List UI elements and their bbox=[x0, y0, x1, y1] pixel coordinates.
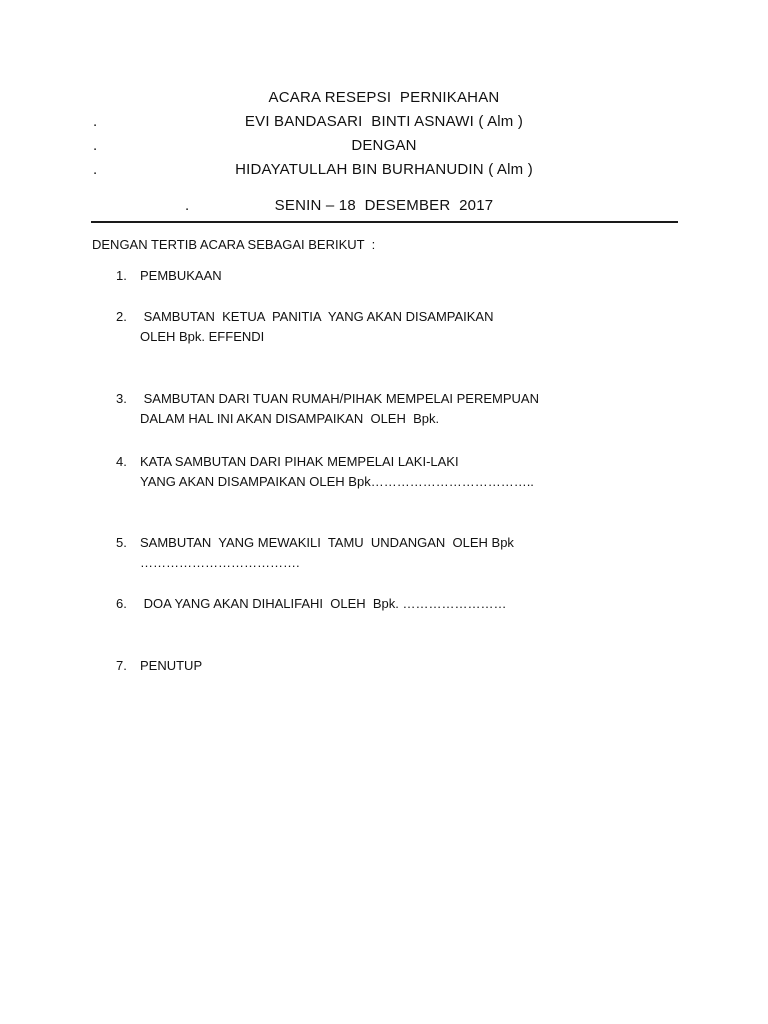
item-line: DALAM HAL INI AKAN DISAMPAIKAN OLEH Bpk. bbox=[140, 411, 440, 426]
item-line: PENUTUP bbox=[140, 658, 203, 673]
bullet-dot: . bbox=[93, 161, 98, 178]
item-number: 7. bbox=[116, 658, 127, 673]
item-number: 2. bbox=[116, 309, 127, 324]
event-title: ACARA RESEPSI PERNIKAHAN bbox=[268, 89, 500, 106]
item-number: 5. bbox=[116, 535, 127, 550]
item-number: 4. bbox=[116, 454, 127, 469]
item-line: SAMBUTAN YANG MEWAKILI TAMU UNDANGAN OLEH Bpk bbox=[140, 535, 514, 550]
item-line: YANG AKAN DISAMPAIKAN OLEH Bpk……………………………….. bbox=[140, 474, 534, 489]
item-number: 6. bbox=[116, 596, 127, 611]
item-number: 3. bbox=[116, 391, 127, 406]
event-date: SENIN – 18 DESEMBER 2017 bbox=[274, 197, 494, 214]
groom-name: HIDAYATULLAH BIN BURHANUDIN ( Alm ) bbox=[235, 161, 533, 178]
item-line: SAMBUTAN KETUA PANITIA YANG AKAN DISAMPAIKAN bbox=[140, 309, 494, 324]
bullet-dot: . bbox=[185, 197, 190, 214]
item-line: KATA SAMBUTAN DARI PIHAK MEMPELAI LAKI-LAKI bbox=[140, 454, 459, 469]
item-line: SAMBUTAN DARI TUAN RUMAH/PIHAK MEMPELAI PEREMPUAN bbox=[140, 391, 539, 406]
item-line: PEMBUKAAN bbox=[140, 268, 222, 283]
item-line: ………………………………. bbox=[140, 555, 300, 570]
header-divider bbox=[91, 221, 678, 223]
item-line: DOA YANG AKAN DIHALIFAHI OLEH Bpk. …………………… bbox=[140, 596, 507, 611]
bullet-dot: . bbox=[93, 113, 98, 130]
bullet-dot: . bbox=[93, 137, 98, 154]
bride-name: EVI BANDASARI BINTI ASNAWI ( Alm ) bbox=[244, 113, 524, 130]
connector-text: DENGAN bbox=[351, 137, 417, 154]
item-line: OLEH Bpk. EFFENDI bbox=[140, 329, 265, 344]
intro-text: DENGAN TERTIB ACARA SEBAGAI BERIKUT : bbox=[92, 237, 376, 252]
item-number: 1. bbox=[116, 268, 127, 283]
